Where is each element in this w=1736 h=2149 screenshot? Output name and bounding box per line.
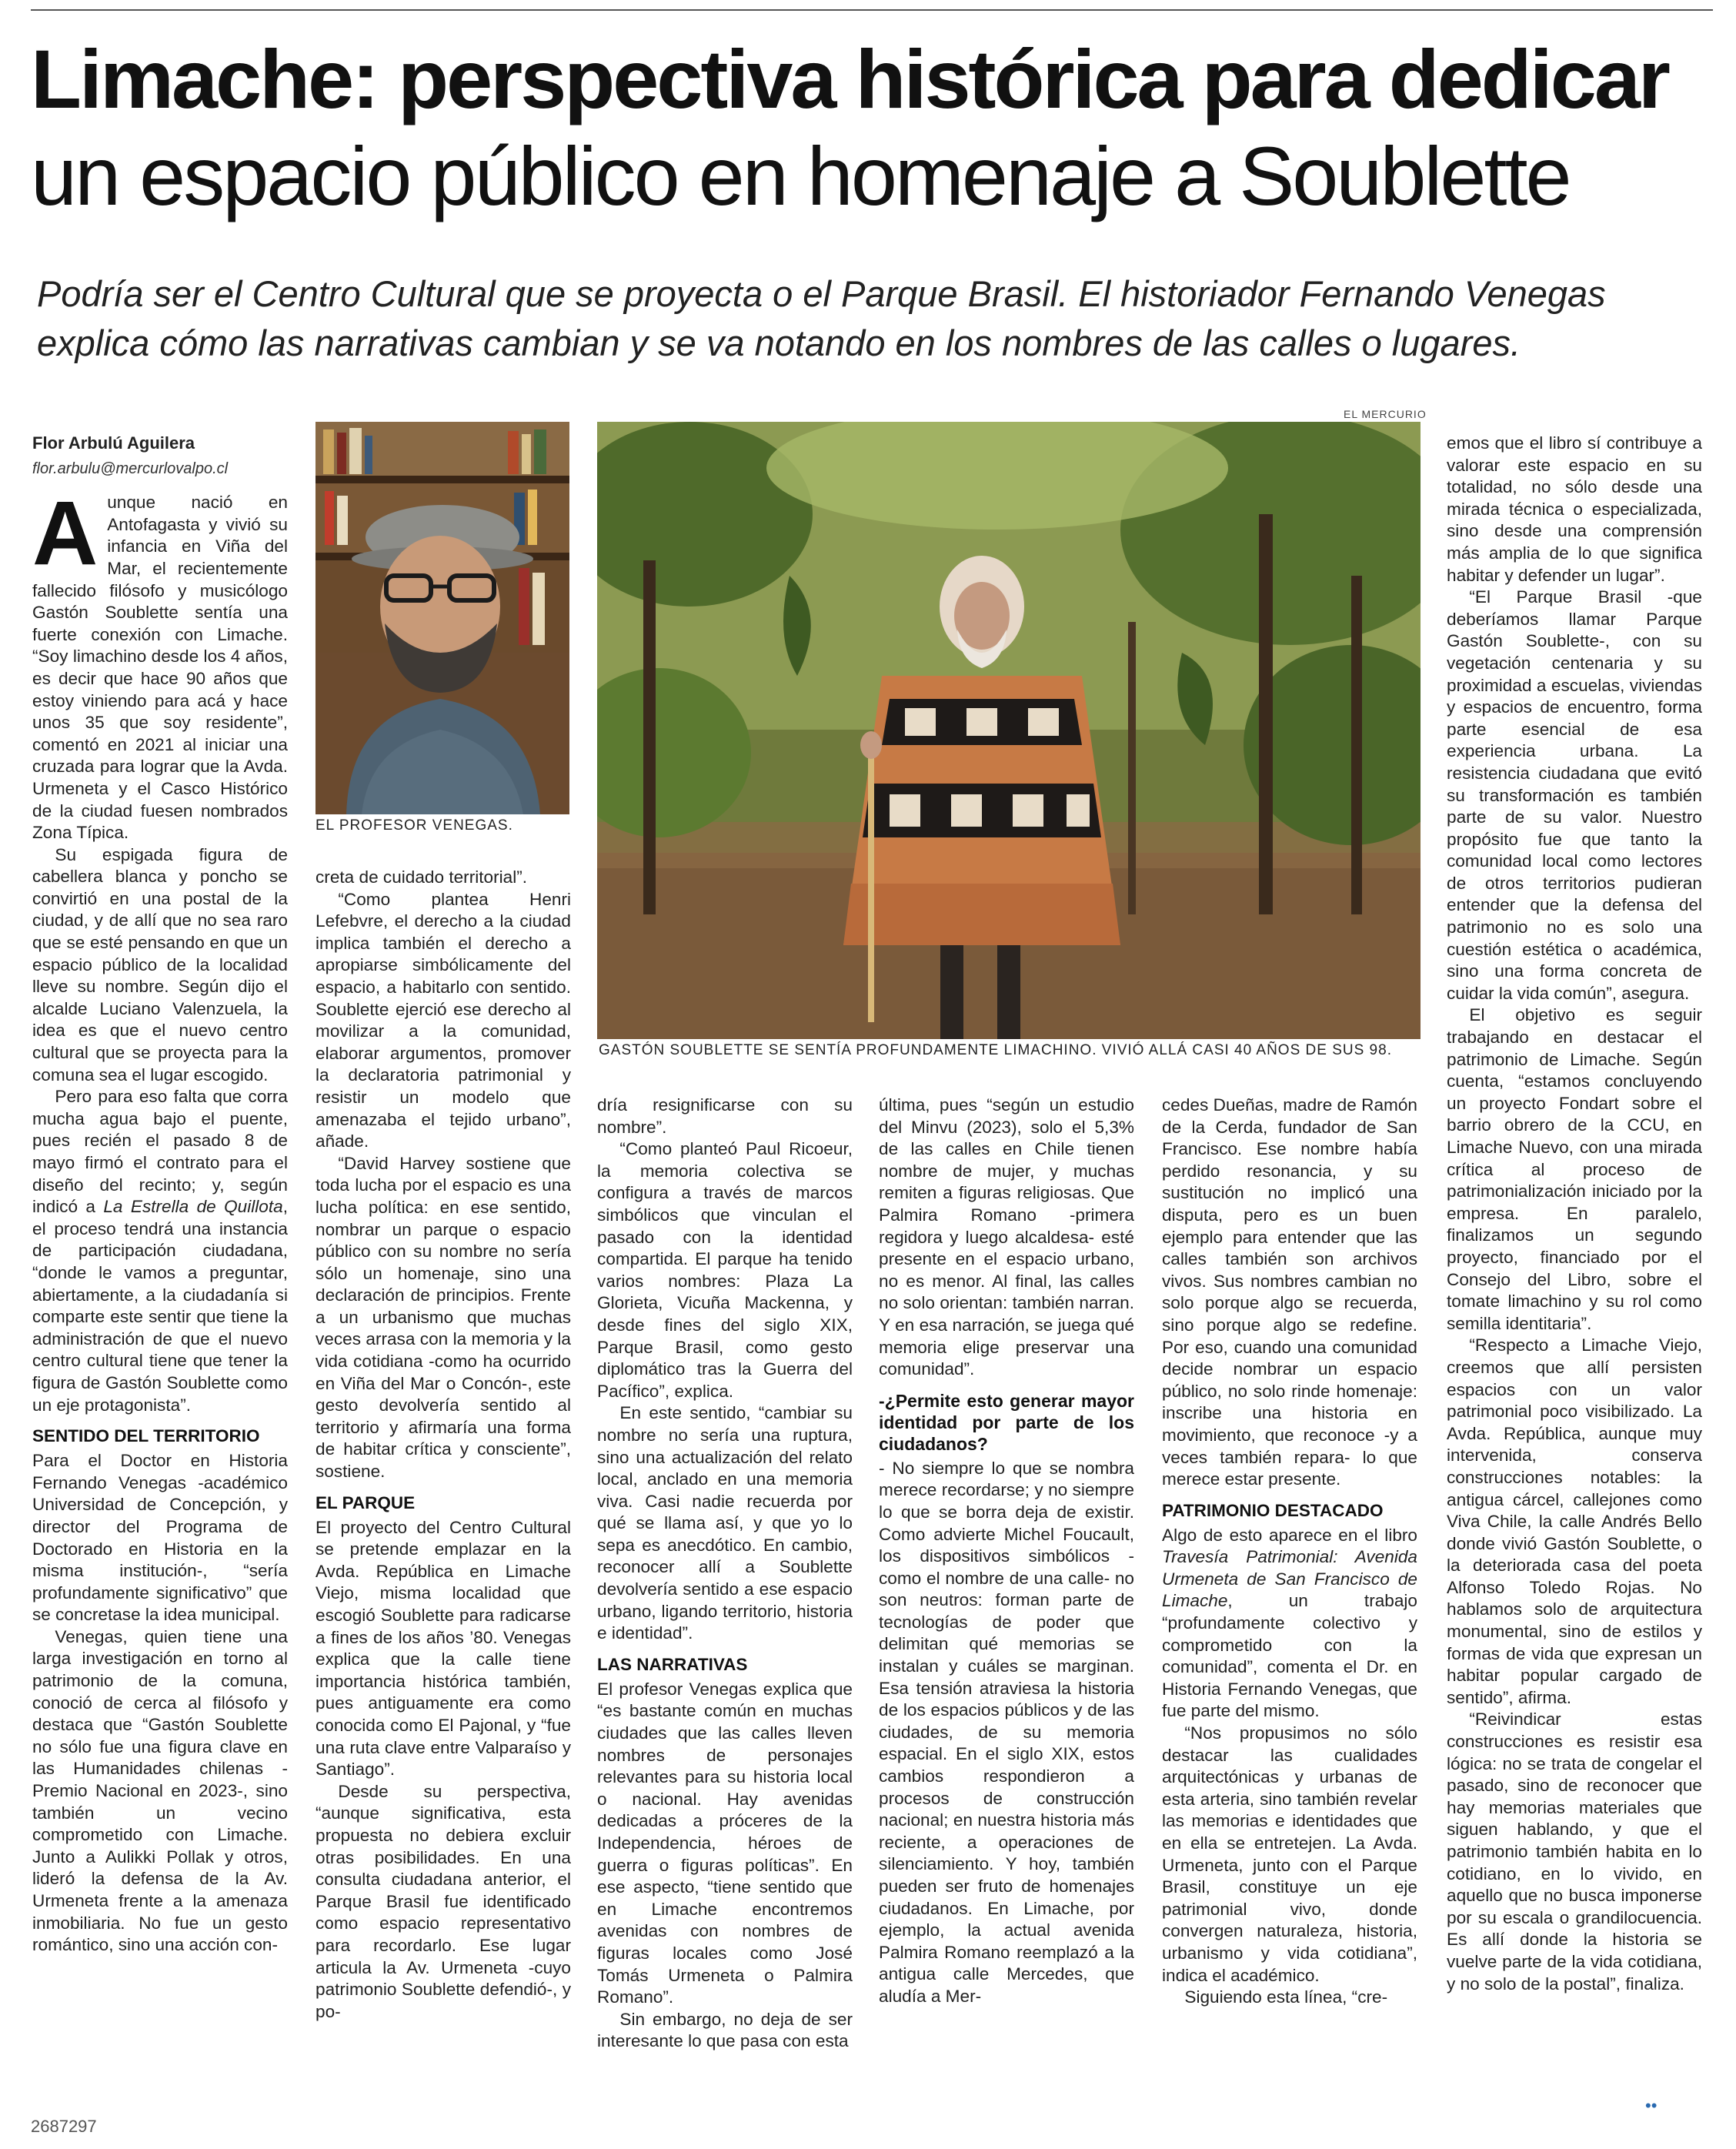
column-2 — [315, 867, 571, 2023]
col1-p3-b: , el proceso tendrá una instancia de participación ciudadana, “donde le vamos a preguntar, abiertamente, a la ciudadanía si comparte este sentir que tiene la administración de que el nuevo centro cultural tiene que tener la figura de Gastón Soublette como un eje protagonista”. — [32, 1197, 288, 1415]
byline-email[interactable]: flor.arbulu@mercurlovalpo.cl — [32, 460, 229, 477]
col1-p3-a: Pero para eso falta que corra mucha agua bajo el puente, pues recién el pasado 8 de mayo firmó el contrato para el diseño del recinto; y, según indicó a — [32, 1087, 288, 1217]
interview-question: -¿Permite esto generar mayor identidad por parte de los ciudadanos? — [879, 1390, 1134, 1454]
col5-paragraph-4: Siguiendo esta línea, “cre- — [1184, 1987, 1388, 2007]
portrait-photo — [315, 422, 569, 814]
end-of-article-icon: •• — [1645, 2096, 1658, 2115]
drop-cap: A — [32, 483, 98, 585]
col3-paragraph-1: dría resignificarse con su nombre”. — [597, 1095, 853, 1137]
col1-p1-text: unque nació en Antofagasta y vivió su infancia en Viña del Mar, el recientemente fallecido filósofo y musicólogo Gastón Soublette sentía una fuerte conexión con Limache. “Soy limachino desde los 4 años, es decir que hace 90 años que estoy viniendo para acá y hace unos 35 que soy residente”, comentó en 2021 al iniciar una cruzada para lograr que la Avda. Urmeneta y el Casco Histórico de la ciudad fuesen nombrados Zona Típica. — [32, 493, 288, 843]
col6-paragraph-1: emos que el libro sí contribuye a valorar este espacio en su totalidad, no sólo desde una mirada técnica o especializada, sino desde una comprensión más amplia de lo que significa habitar y defender un lugar”. — [1447, 433, 1702, 585]
top-rule — [31, 9, 1713, 11]
col6-paragraph-4: “Respecto a Limache Viejo, creemos que allí persisten espacios con un valor patrimonial poco visibilizado. La Avda. República, aunque muy intervenida, conserva construcciones notables: la antigua cárcel, callejones como Viva Chile, la calle Andrés Bello donde vivió Gastón Soublette, o la deteriorada casa del poeta Alfonso Toledo Rojas. No hablamos solo de arquitectura monumental, sino de estilos y formas de vida que expresan un habitar popular cargado de sentido”, afirma. — [1447, 1335, 1702, 1707]
col5-p2-b: , un trabajo “profundamente colectivo y comprometido con la comunidad”, comenta el Dr. en Historia Fernando Venegas, que fue parte del mismo. — [1162, 1591, 1417, 1721]
column-5 — [1162, 1095, 1417, 2009]
byline-author: Flor Arbulú Aguilera — [32, 433, 195, 453]
col6-paragraph-3: El objetivo es seguir trabajando en destacar el patrimonio de Limache. Según cuenta, “estamos concluyendo un proyecto Fondart sobre el barrio obrero de la CCU, en Limache Nuevo, con una mirada crítica al proceso de patrimonialización iniciado por la empresa. En paralelo, finalizamos un segundo proyecto, financiado por el Consejo del Libro, sobre el tomate limachino y su rol como semilla identitaria”. — [1447, 1005, 1702, 1333]
col2-paragraph-5: Desde su perspectiva, “aunque significativa, esta propuesta no debiera excluir otras posibilidades. En una consulta ciudadana anterior, el Parque Brasil fue identificado como espacio representativo para recordarlo. Ese lugar articula la Av. Urmeneta -cuyo patrimonio Soublette defendió-, y po- — [315, 1781, 571, 2021]
col5-p2-a: Algo de esto aparece en el libro — [1162, 1525, 1417, 1545]
col3-paragraph-5: Sin embargo, no deja de ser interesante lo que pasa con esta — [597, 2009, 853, 2051]
headline-line-2: un espacio público en homenaje a Soublette — [31, 129, 1570, 222]
col3-paragraph-4: El profesor Venegas explica que “es bastante común en muchas ciudades que las calles lleven nombres de personajes relevantes para su historia local o nacional. Hay avenidas dedicadas a próceres de la Independencia, héroes de guerra o figuras políticas”. En ese aspecto, “tiene sentido que en Limache encontremos avenidas con nombres de figuras locales como José Tomás Urmeneta o Palmira Romano”. — [597, 1679, 853, 2007]
col1-paragraph-4: Para el Doctor en Historia Fernando Venegas -académico Universidad de Concepción, y director del Programa de Doctorado en Historia en la misma institución-, “sería profundamente significativo” que se concretase la idea municipal. — [32, 1451, 288, 1625]
headline-line-1: Limache: perspectiva histórica para dedicar — [31, 32, 1668, 125]
col4-paragraph-2: - No siempre lo que se nombra merece recordarse; y no siempre lo que se borra deja de existir. Como advierte Michel Foucault, los dispositivos simbólicos -como el nombre de una calle- no son neutros: forman parte de tecnologías de poder que delimitan qué memorias se instalan y cuáles se marginan. Esa tensión atraviesa la historia de los espacios públicos y de las ciudades, de su memoria espacial. En el siglo XIX, estos cambios respondieron a procesos de construcción nacional; en nuestra historia más reciente, a operaciones de silenciamiento. Y hoy, también pueden ser fruto de homenajes ciudadanos. En Limache, por ejemplo, la actual avenida Palmira Romano reemplazó a la antigua calle Mercedes, que aludía a Mer- — [879, 1458, 1134, 2006]
col5-paragraph-2 — [1162, 1525, 1417, 1723]
main-photo — [597, 422, 1421, 1039]
col2-paragraph-2: “Como plantea Henri Lefebvre, el derecho a la ciudad implica también el derecho a apropiarse simbólicamente del espacio, a habitarlo con sentido. Soublette ejerció ese derecho al movilizar a la comunidad, elaborar argumentos, promover la declaratoria patrimonial y resistir un modelo que amenazaba el tejido urbano”, añade. — [315, 889, 571, 1151]
main-photo-caption: GASTÓN SOUBLETTE SE SENTÍA PROFUNDAMENTE LIMACHINO. VIVIÓ ALLÁ CASI 40 AÑOS DE SUS 98. — [599, 1042, 1392, 1058]
col1-paragraph-3 — [32, 1086, 288, 1416]
subhead-sentido-territorio: SENTIDO DEL TERRITORIO — [32, 1426, 260, 1446]
column-6 — [1447, 433, 1702, 1995]
photo-credit: EL MERCURIO — [1344, 408, 1427, 420]
col1-paragraph-5: Venegas, quien tiene una larga investigación en torno al patrimonio de la comuna, conoció de cerca al filósofo y destaca que “Gastón Soublette no sólo fue una figura clave en las Humanidades chilenas -Premio Nacional en 2023-, sino también un vecino comprometido con Limache. Junto a Aulikki Pollak y otros, lideró la defensa de la Av. Urmeneta frente a la amenaza inmobiliaria. No fue un gesto romántico, sino una acción con- — [32, 1626, 288, 1955]
col1-paragraph-2: Su espigada figura de cabellera blanca y poncho se convirtió en una postal de la ciudad, y de allí que no sea raro que se esté pensando en que un espacio público de la localidad lleve su nombre. Según dijo el alcalde Luciano Valenzuela, la idea es que el nuevo centro cultural que se proyecta para la comuna sea el lugar escogido. — [32, 844, 288, 1085]
col1-paragraph-1 — [32, 483, 288, 844]
col3-paragraph-2: “Como planteó Paul Ricoeur, la memoria colectiva se configura a través de marcos simbólicos que vinculan el pasado con la identidad compartida. El parque ha tenido varios nombres: Plaza La Glorieta, Vicuña Mackenna, y desde fines del siglo XIX, Parque Brasil, como gesto diplomático tras la Guerra del Pacífico”, explica. — [597, 1139, 853, 1401]
article-id: 2687297 — [31, 2117, 97, 2136]
column-3 — [597, 1095, 853, 2053]
column-1 — [32, 433, 288, 1957]
col6-paragraph-5: “Reivindicar estas construcciones es resistir esa lógica: no se trata de congelar el pasado, sino de reconocer que hay memorias materiales que siguen hablando, y que el patrimonio también habita en lo cotidiano, en lo vivido, en aquello que no busca imponerse por su escala o grandilocuencia. Es allí donde la historia se vuelve parte de la vida cotidiana, y no solo de la postal”, finaliza. — [1447, 1710, 1702, 1994]
portrait-image — [315, 422, 569, 814]
col5-paragraph-1: cedes Dueñas, madre de Ramón de la Cerda, fundador de San Francisco. Ese nombre había perdido resonancia, y su sustitución no implicó una disputa, pero es un buen ejemplo para entender que las calles también son archivos vivos. Sus nombres cambian no solo porque algo se recuerda, sino porque algo se redefine. Por eso, cuando una comunidad decide nombrar un espacio público, no solo rinde homenaje: inscribe una historia en movimiento, que reconoce -y a veces también repara- lo que merece estar presente. — [1162, 1095, 1417, 1489]
col5-paragraph-3: “Nos propusimos no sólo destacar las cualidades arquitectónicas y urbanas de esta arteria, sino también revelar las memorias e identidades que en ella se entretejen. La Avda. Urmeneta, junto con el Parque Brasil, constituye un eje patrimonial vivo, donde convergen naturaleza, historia, urbanismo y vida cotidiana”, indica el académico. — [1162, 1723, 1417, 1985]
headline — [31, 31, 1716, 225]
subhead-patrimonio-destacado: PATRIMONIO DESTACADO — [1162, 1500, 1384, 1520]
col4-paragraph-1: última, pues “según un estudio del Minvu (2023), solo el 5,3% de las calles en Chile tienen nombre de mujer, y muchas remiten a figuras religiosas. Que Palmira Romano -primera regidora y luego alcaldesa- esté presente en el espacio urbano, no es menor. Al final, las calles no solo orientan: también narran. Y en esa narración, se juega qué memoria elige preservar una comunidad”. — [879, 1095, 1134, 1379]
portrait-caption: EL PROFESOR VENEGAS. — [315, 817, 513, 834]
col2-paragraph-3: “David Harvey sostiene que toda lucha por el espacio es una lucha política: en ese sentido, nombrar un parque o espacio público con su nombre no sería sólo un homenaje, sino una declaración de principios. Frente a un urbanismo que muchas veces arrasa con la memoria y la vida cotidiana -como ha ocurrido en Viña del Mar o Concón-, este gesto devolvería sentido al territorio y afirmaría una forma de habitar crítica y consciente”, sostiene. — [315, 1153, 571, 1482]
column-4 — [879, 1095, 1134, 2008]
subhead-las-narrativas: LAS NARRATIVAS — [597, 1654, 748, 1674]
main-image — [597, 422, 1421, 1039]
deck: Podría ser el Centro Cultural que se proyecta o el Parque Brasil. El historiador Fernando Venegas explica cómo las narrativas cambian y se va notando en los nombres de las calles o lugares. — [37, 273, 1606, 363]
col2-paragraph-1: creta de cuidado territorial”. — [315, 867, 528, 887]
col3-paragraph-3: En este sentido, “cambiar su nombre no sería una ruptura, sino una actualización del relato local, anclado en una memoria viva. Casi nadie recuerda por qué se llama así, y que yo lo sepa es anecdótico. En cambio, reconocer allí a Soublette devolvería sentido a ese espacio urbano, ligando territorio, historia e identidad”. — [597, 1403, 853, 1643]
book-title: Travesía Patrimonial: Avenida Urmeneta de San Francisco de Limache — [1162, 1547, 1417, 1611]
col2-paragraph-4: El proyecto del Centro Cultural se pretende emplazar en la Avda. República en Limache Viejo, misma localidad que escogió Soublette para radicarse a fines de los años ’80. Venegas explica que la calle tiene importancia histórica también, pues antiguamente era como conocida como El Pajonal, y “fue una ruta clave entre Valparaíso y Santiago”. — [315, 1517, 571, 1780]
subhead-el-parque: EL PARQUE — [315, 1492, 416, 1512]
col6-paragraph-2: “El Parque Brasil -que deberíamos llamar Parque Gastón Soublette-, con su vegetación centenaria y su proximidad a escuelas, viviendas y espacios de encuentro, forma parte esencial de esa experiencia urbana. La resistencia ciudadana que evitó su transformación es también parte de su valor. Nuestro propósito fue que tanto la comunidad local como lectores de otros territorios pudieran entender que la defensa del patrimonio no es solo una cuestión estética o académica, sino una forma concreta de cuidar la vida común”, asegura. — [1447, 587, 1702, 1003]
col1-p3-italic: La Estrella de Quillota — [103, 1197, 283, 1217]
